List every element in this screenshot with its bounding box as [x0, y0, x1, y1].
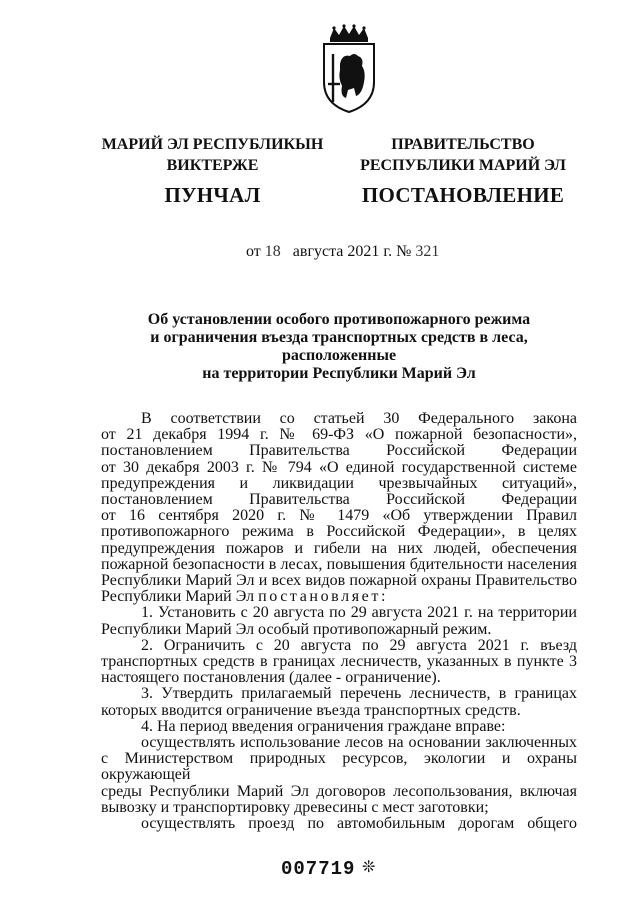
body-line: которых вводится ограничение въезда транспортных средств. [101, 701, 521, 719]
title-line1: Об установлении особого противопожарного режима [147, 311, 531, 328]
body-line: с Министерством природных ресурсов, экологии и охраны окружающей [101, 750, 577, 784]
body-line: Республики Марий Эл особый противопожарный режим. [101, 620, 492, 638]
body-line: 1. Установить с 20 августа по 29 августа 2021 г. на территории [141, 604, 577, 622]
body-line: от 21 декабря 1994 г. № 69-ФЗ «О пожарной безопасности», [101, 426, 577, 444]
document-date-line [246, 243, 439, 261]
title-line3: на территории Республики Марий Эл [202, 365, 476, 382]
document-body [101, 411, 577, 832]
body-line: постановлением Правительства Российской Федерации [101, 442, 577, 460]
body-line: вывозку и транспортировку древесины с мест заготовки; [101, 798, 489, 816]
date-middle: августа 2021 г. № [292, 243, 412, 260]
body-line: В соответствии со статьей 30 Федерального закона [141, 410, 577, 427]
header-right-line1: ПРАВИТЕЛЬСТВО [391, 136, 535, 153]
body-line: среды Республики Марий Эл договоров лесопользования, включая [101, 782, 577, 800]
coat-of-arms-emblem [318, 24, 380, 114]
body-line: пожарной безопасности в лесах, повышения бдительности населения [101, 555, 577, 573]
header-right-block [358, 134, 568, 206]
body-line: предупреждения и ликвидации чрезвычайных ситуаций», [101, 474, 577, 492]
body-line: 2. Ограничить с 20 августа по 29 августа 2021 г. въезд [141, 636, 577, 654]
header-left-doc-type: ПУНЧАЛ [164, 183, 261, 207]
document-number: 321 [415, 243, 440, 260]
body-line: от 16 сентября 2020 г. № 1479 «Об утверждении Правил [101, 507, 577, 525]
body-line: постановлением Правительства Российской Федерации [101, 491, 577, 509]
form-serial-number: 007719 [281, 858, 356, 880]
body-line: осуществлять проезд по автомобильным дорогам общего [141, 815, 577, 833]
body-line: 4. На период введения ограничения граждане вправе: [141, 717, 506, 735]
date-day: 18 [264, 243, 281, 260]
decorative-mark: ❊ [362, 859, 376, 876]
body-line: 3. Утвердить прилагаемый перечень лесничеств, в границах [141, 685, 577, 703]
header-left-line2: ВИКТЕРЖЕ [166, 157, 259, 174]
body-line [101, 589, 577, 605]
body-line: Республики Марий Эл и всех видов пожарной охраны Правительство [101, 572, 577, 590]
body-line: от 30 декабря 2003 г. № 794 «О единой государственной системе [101, 458, 577, 476]
body-line: противопожарного режима в Российской Федерации», в целях [101, 523, 577, 541]
body-line: осуществлять использование лесов на основании заключенных [141, 734, 577, 752]
header-left-line1: МАРИЙ ЭЛ РЕСПУБЛИКЫН [101, 136, 324, 153]
title-line2: и ограничения въезда транспортных средств в леса, расположенные [150, 329, 528, 364]
header-right-doc-type: ПОСТАНОВЛЕНИЕ [361, 183, 565, 207]
header-right-line2: РЕСПУБЛИКИ МАРИЙ ЭЛ [360, 157, 566, 174]
header-left-block [100, 134, 325, 206]
resolves-word: постановляет: [258, 588, 389, 606]
body-line: транспортных средств в границах лесничеств, указанных в пункте 3 [101, 653, 577, 671]
body-line-text: Республики Марий Эл [101, 588, 255, 606]
date-prefix: от [246, 243, 261, 260]
body-line: настоящего постановления (далее - ограничение). [101, 669, 441, 687]
document-title [100, 311, 578, 383]
body-line: предупреждения пожаров и гибели на них людей, обеспечения [101, 539, 577, 557]
